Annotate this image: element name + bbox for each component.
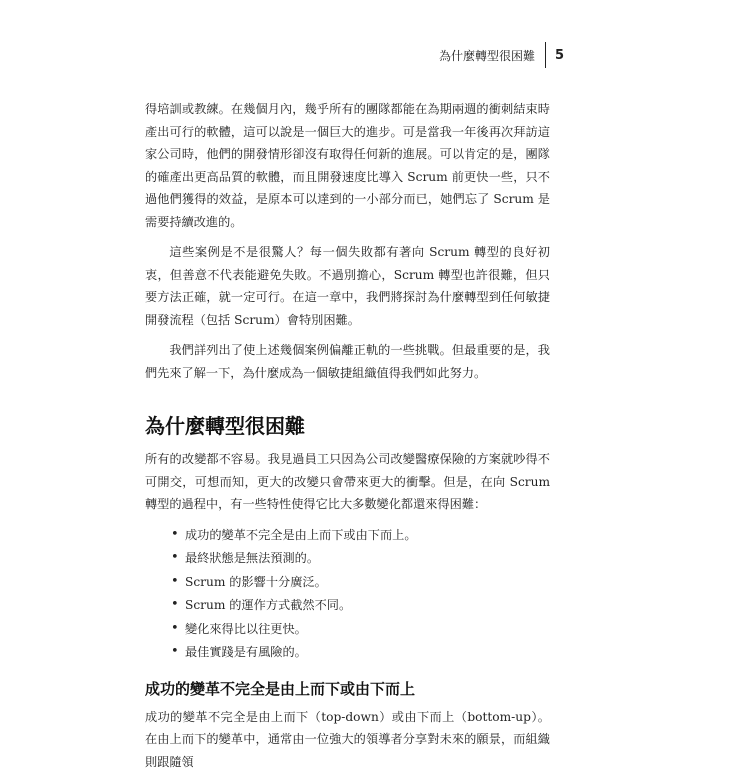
list-item: • 成功的變革不完全是由上而下或由下而上。 [171, 524, 550, 547]
subsection-paragraph: 成功的變革不完全是由上而下（top-down）或由下而上（bottom-up）。在由上而下的變革中，通常由一位強大的領導者分享對未來的願景，而組織則跟隨領 [145, 709, 550, 769]
section-heading: 為什麼轉型很困難 [145, 414, 305, 438]
body-paragraph: 得培訓或教練。在幾個月內，幾乎所有的團隊都能在為期兩週的衝刺結束時產出可行的軟體，這可以說是一個巨大的進步。可是當我一年後再次拜訪這家公司時，他們的開發情形卻沒有取得任何新的進展。可以肯定的是，團隊的確產出更高品質的軟體，而且開發速度比導入 Scrum 前更快一些，只不過他們獲得的效益，是原本可以達到的一小部分而已，她們忘了 Scrum 是需要持續改進的。 [145, 102, 550, 229]
subsection-heading: 成功的變革不完全是由上而下或由下而上 [145, 679, 416, 698]
list-item: • 變化來得比以往更快。 [171, 618, 550, 641]
body-paragraph: 我們詳列出了使上述幾個案例偏離正軌的一些挑戰。但最重要的是，我們先來了解一下，為什麼成為一個敏捷組織值得我們如此努力。 [145, 343, 550, 380]
page-number: 5 [554, 47, 564, 63]
list-item: • Scrum 的影響十分廣泛。 [171, 571, 550, 594]
running-head-title: 為什麼轉型很困難 [438, 48, 535, 63]
page-body [145, 98, 550, 781]
running-head [439, 42, 564, 68]
list-item: • 最佳實踐是有風險的。 [171, 641, 550, 664]
section-paragraph: 所有的改變都不容易。我見過員工只因為公司改變醫療保險的方案就吵得不可開交，可想而知，更大的改變只會帶來更大的衝擊。但是，在向 Scrum 轉型的過程中，有一些特性使得它比大多數變化都還來得困難： [145, 452, 550, 511]
list-item: • 最終狀態是無法預測的。 [171, 547, 550, 570]
body-paragraph: 這些案例是不是很驚人？每一個失敗都有著向 Scrum 轉型的良好初衷，但善意不代表能避免失敗。不過別擔心，Scrum 轉型也許很難，但只要方法正確，就一定可行。在這一章中，我們將探討為什麼轉型到任何敏捷開發流程（包括 Scrum）會特別困難。 [145, 245, 550, 327]
bullet-list [145, 524, 550, 664]
list-item: • Scrum 的運作方式截然不同。 [171, 594, 550, 617]
